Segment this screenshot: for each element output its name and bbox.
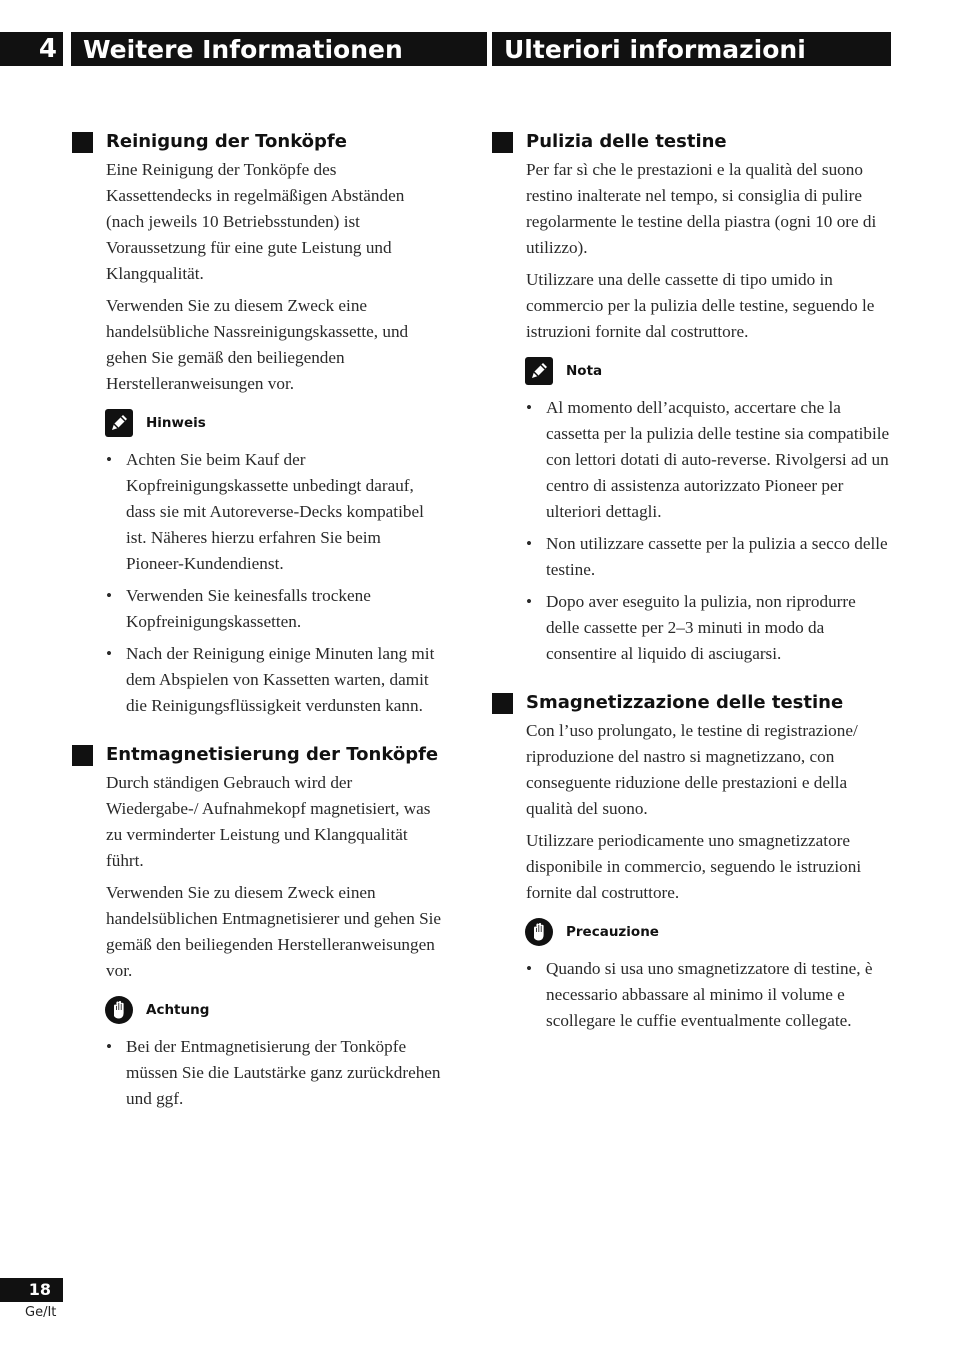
caution-label: Achtung [146,1002,210,1018]
note-label: Nota [566,363,603,379]
bullet-glyph: • [106,644,113,663]
section-square-icon [492,132,513,153]
list-item [526,531,892,583]
list-item [526,589,892,667]
hand-caution-icon [525,918,553,946]
list-item-text: Achten Sie beim Kauf der Kopfreinigungskassette unbedingt darauf, dass sie mit Autoreverse-Decks kompatibel ist. Näheres hierzu erfahren Sie beim Pioneer-Kundendienst. [126,450,424,573]
list-item [106,1034,442,1112]
list-item-text: Verwenden Sie keinesfalls trockene Kopfreinigungskassetten. [126,586,371,631]
pencil-note-icon [525,357,553,385]
list-item [106,583,442,635]
chapter-title-german: Weitere Informationen [71,32,487,66]
chapter-title-italian: Ulteriori informazioni [492,32,891,66]
list-item [106,641,442,719]
hand-caution-icon [105,996,133,1024]
list-item-text: Dopo aver eseguito la pulizia, non riprodurre delle cassette per 2–3 minuti in modo da consentire al liquido di asciugarsi. [546,592,856,663]
italian-column [492,130,892,1040]
bullet-glyph: • [526,592,533,611]
chapter-number: 4 [0,32,63,66]
section-title: Pulizia delle testine [526,131,727,152]
section-heading [72,130,442,154]
section-heading [492,691,892,715]
section-cleaning-de [72,130,442,719]
note-heading [525,357,892,385]
section-demag-it [492,691,892,1034]
list-item-text: Non utilizzare cassette per la pulizia a secco delle testine. [546,534,888,579]
section-square-icon [72,745,93,766]
caution-bullet-list [106,1034,442,1112]
paragraph: Per far sì che le prestazioni e la qualità del suono restino inalterate nel tempo, si consiglia di pulire regolarmente le testine della piastra (ogni 10 ore di utilizzo). [526,160,877,257]
list-item-text: Quando si usa uno smagnetizzatore di testine, è necessario abbassare al minimo il volume e scollegare le cuffie eventualmente collegate. [546,959,873,1030]
german-column [72,130,442,1118]
caution-label: Precauzione [566,924,659,940]
note-label: Hinweis [146,415,206,431]
caution-bullet-list [526,956,892,1034]
paragraph: Verwenden Sie zu diesem Zweck eine handelsübliche Nassreinigungskassette, und gehen Sie gemäß den beiliegenden Herstelleranweisungen vor. [106,296,409,393]
paragraph: Durch ständigen Gebrauch wird der Wiedergabe-/ Aufnahmekopf magnetisiert, was zu verminderter Leistung und Klangqualität führt. [106,773,431,870]
section-cleaning-it [492,130,892,667]
section-demag-de [72,743,442,1112]
bullet-glyph: • [526,398,533,417]
page-number: 18 [0,1278,63,1302]
note-bullet-list [526,395,892,667]
bullet-glyph: • [526,959,533,978]
note-heading [105,409,442,437]
list-item-text: Bei der Entmagnetisierung der Tonköpfe müssen Sie die Lautstärke ganz zurückdrehen und ggf. [126,1037,441,1108]
section-title: Entmagnetisierung der Tonköpfe [106,744,439,765]
caution-heading [105,996,442,1024]
section-square-icon [492,693,513,714]
paragraph: Con l’uso prolungato, le testine di registrazione/ riproduzione del nastro si magnetizzano, con conseguente riduzione delle prestazioni e della qualità del suono. [526,721,858,818]
bullet-glyph: • [106,1037,113,1056]
caution-heading [525,918,892,946]
language-code: Ge/It [25,1305,57,1320]
list-item [526,956,892,1034]
section-heading [72,743,442,767]
section-title: Reinigung der Tonköpfe [106,131,347,152]
paragraph: Eine Reinigung der Tonköpfe des Kassettendecks in regelmäßigen Abständen (nach jeweils 10 Betriebsstunden) ist Voraussetzung für eine gute Leistung und Klangqualität. [106,160,405,283]
paragraph: Verwenden Sie zu diesem Zweck einen handelsüblichen Entmagnetisierer und gehen Sie gemäß den beiliegenden Herstelleranweisungen vor. [106,883,442,980]
bullet-glyph: • [106,586,113,605]
bullet-glyph: • [106,450,113,469]
paragraph: Utilizzare una delle cassette di tipo umido in commercio per la pulizia delle testine, seguendo le istruzioni fornite dal costruttore. [526,270,875,341]
section-heading [492,130,892,154]
section-title: Smagnetizzazione delle testine [526,692,844,713]
list-item [526,395,892,525]
list-item [106,447,442,577]
bullet-glyph: • [526,534,533,553]
section-square-icon [72,132,93,153]
note-bullet-list [106,447,442,719]
paragraph: Utilizzare periodicamente uno smagnetizzatore disponibile in commercio, seguendo le istruzioni fornite dal costruttore. [526,831,862,902]
pencil-note-icon [105,409,133,437]
list-item-text: Al momento dell’acquisto, accertare che la cassetta per la pulizia delle testine sia compatibile con lettori dotati di auto-reverse. Rivolgersi ad un centro di assistenza autorizzato Pioneer per ulteriori dettagli. [546,398,890,521]
list-item-text: Nach der Reinigung einige Minuten lang mit dem Abspielen von Kassetten warten, damit die Reinigungsflüssigkeit verdunsten kann. [126,644,435,715]
